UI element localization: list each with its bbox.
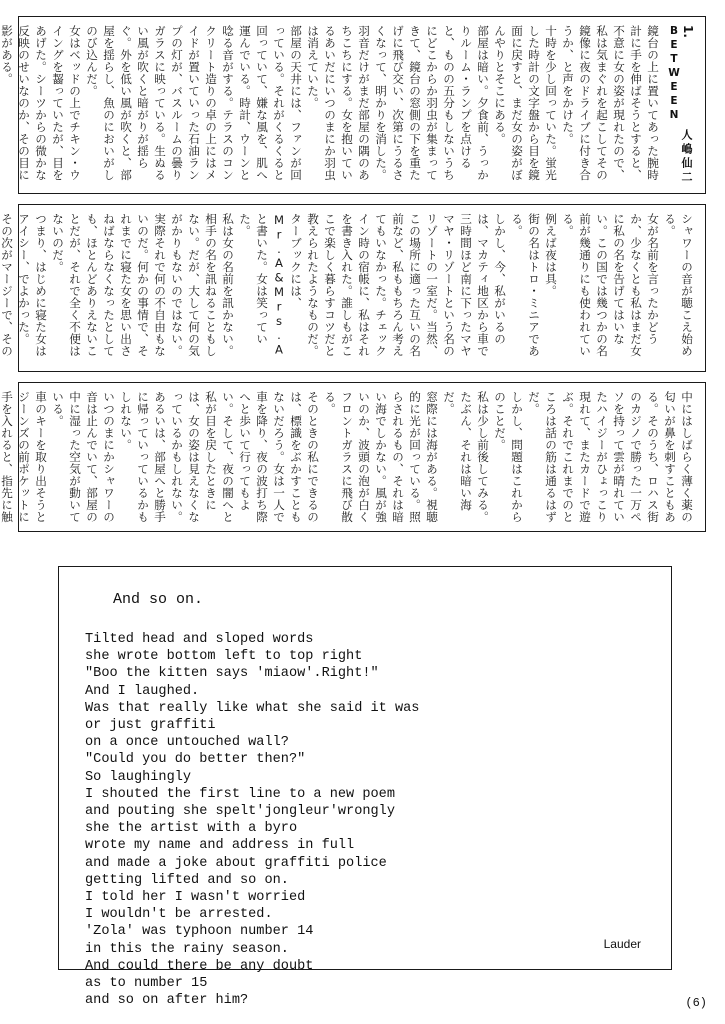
poem-line: getting lifted and so on.	[85, 872, 289, 888]
poem-line: "Could you do better then?"	[85, 752, 306, 768]
poem-signature: Lauder	[603, 937, 641, 951]
story-number: 1.	[681, 25, 695, 38]
poem-line: "Boo the kitten says 'miaow'.Right!"	[85, 666, 379, 682]
story-author: 人嶋仙二	[680, 129, 693, 185]
poem-line: Tilted head and sloped words	[85, 632, 314, 647]
poem-line: on a once untouched wall?	[85, 735, 289, 751]
story-panel-3	[0, 382, 706, 532]
poem-line: in this the rainy season.	[85, 941, 289, 957]
story-text-3: 中にはしばらく薄く薬の匂いが鼻を刺すこともある。そのうち、ロハス街のカジノで勝った一万ペソを持って雲が晴れていたハイジーがひょっこり現れて、またカードで遊ぶ。それでこれまでのところは話の筋は通るはずだ。 しかし、問題はこれからのことだ。 私は少し前後してみる。 たぶん、それは暗い海だ。 窓際には海がある。視聴的に光が回っている。照らされるもの、それは暗い海でしかない。風が強いのか、波頭の泡が白くフロントガラスに飛び散る。 そのときの私にできるのは、標識をぶかすこともないだろう。女は一人で車を降り、夜の波打ち際へと歩いて行ってもよい。そして、夜の闇へと私が目を戻したときには、女の姿は見えなくなっているかもしれない。あるいは、部屋へと勝手に帰っていっているかもしれない。 いつのまにかシャワーの音は止んでいて、部屋の中に湿った空気が動いている。 車のキーを取り出そうとジーンズの前ポケットに手を入れると、指先に触	[0, 391, 694, 523]
poem-line: And I laughed.	[85, 683, 200, 699]
poem-line: and made a joke about graffiti police	[85, 855, 387, 871]
poem-line: or just graffiti	[85, 718, 216, 734]
story-header	[665, 25, 695, 185]
poem-line: and pouting she spelt'jongleur'wrongly	[85, 804, 395, 820]
story-title: BETWEEN	[668, 25, 680, 123]
story-text-2: シャワーの音が聴こえ始める。 女が名前を言ったかどうか、少なくとも私はまだ女に私の名を告げてはいない。この国では幾つかの名前が幾通りにも使われている。 例えば夜は具。 街の名はトロ・ミニアである。 しかし、今、私がいるのは、マカティ地区から車で三時間ほど南に下ったマヤマヤ・リゾートという名のリゾートの一室だ。当然、この場所に適った互いの名前など、私ももちろん考えてもいなかった。チェックイン時の宿帳に、私はそれを書き入れた。誰しもがここで楽しく暮らすコツだと教えられたようなものだ。 ターブックには、Mr.A&Mrs.Aと書いた。女は笑っていた。 私は女の名前を訊かない。相手の名を訊ねることもしない。だが、大して何の気がかりもないのではない。 実際それで何の不自由もないのだ。何かの事情で、それまでに寝た女を思い出さねばならなくなったとしても、ほとんどありえないことだが、それで全く不便はないのだ。 つまり、はじめに寝た女はアイシー、でよかった。 その次がマージーで、その	[0, 213, 694, 357]
story-panel-2	[0, 204, 706, 372]
story-text-1: 鏡台の上に置いてあった腕時計に手を伸ばそうとすると、不意に女の姿が現れたので、私は気まぐれを起こしてその鏡像に夜のドライブに付き合うか、と声をかけた。 十時を少し回っていた。蛍光した時計の文字盤から目を鏡面に戻すと、まだ女の姿がぼんやりとそこにある。 部屋は暗い。夕食前、うっかりルーム・ランプを点けると、ものの五分もしないうちにどこからか羽虫が集まってきて、鏡台の窓側の下を重たげに飛び交い、次第にうるさくなって、明かりを消した。羽音だけがまだ部屋の隅のあちこちにする。女を抱いているあいだにいつのまにか羽虫は消えていた。 部屋の天井には、ファンが回っている。それがくるくると回っていて、嫌な風を、肌へ運んでいる。時計、ウーンと唸る音がする。テラスのコンクリート造りの卓の上にはメイドが置いていった石油ランプの灯が、バスルームの曇りガラスに映っている。生ぬるい風が吹くと暗がりが揺らぐ。外を低い風が吹くと、部屋を揺らし、魚のにおいがしのび込んだ。 女はベッドの上でチキン・ウイングを齧っていたが、目をあげた。シーツからの微かな反映のせいなのか、その目に影がある。	[0, 25, 660, 181]
poem-line: And could there be any doubt	[85, 958, 314, 974]
poem-line: wrote my name and address in full	[85, 838, 355, 854]
poem-line: I wouldn't be arrested.	[85, 907, 273, 923]
poem-line: I shouted the first line to a new poem	[85, 786, 395, 802]
poem-line: I told her I wasn't worried	[85, 890, 306, 906]
poem-heading: And so on.	[113, 591, 204, 608]
poem-line: So laughingly	[85, 769, 192, 785]
story-panel-1	[0, 16, 706, 194]
poem-line: she the artist with a byro	[85, 821, 298, 837]
poem-line: 'Zola' was typhoon number 14	[85, 924, 314, 940]
page-number: (6)	[685, 996, 707, 1010]
poem-body	[85, 631, 419, 1009]
poem-line: as to number 15	[85, 976, 208, 992]
poem-line: Was that really like what she said it was	[85, 700, 420, 716]
poem-box	[58, 566, 672, 1009]
poem-line: and so on after him?	[85, 993, 249, 1009]
poem-line: she wrote bottom left to top right	[85, 649, 363, 665]
